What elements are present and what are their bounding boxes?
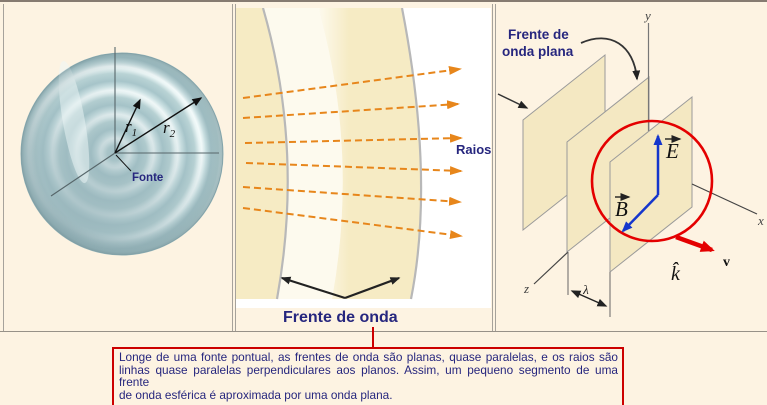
r1-label: $r_1$ bbox=[125, 117, 138, 139]
caption-box bbox=[112, 347, 624, 405]
spherical-wavefront-figure bbox=[4, 4, 232, 331]
svg-text:E: E bbox=[666, 139, 679, 163]
y-axis-label: y bbox=[645, 8, 651, 23]
wavefront-rays-figure bbox=[236, 8, 491, 308]
x-axis-label: x bbox=[758, 213, 764, 228]
z-axis bbox=[534, 252, 568, 284]
panel-divider-2 bbox=[492, 4, 493, 331]
r2-label: $r_2$ bbox=[163, 118, 176, 140]
frame-bottom-line bbox=[0, 331, 767, 332]
plane-wavefront-label-line2: onda plana bbox=[502, 44, 574, 59]
x-axis bbox=[692, 184, 757, 214]
plane-label-pointer bbox=[498, 94, 527, 108]
wave-sphere bbox=[21, 53, 223, 255]
b-field-label bbox=[615, 197, 629, 221]
caption-line-2: linhas quase paralelas perpendiculares aos planos. Assim, um pequeno segmento de uma frente bbox=[119, 362, 618, 390]
k-hat-label: k̂ bbox=[671, 263, 680, 285]
frame-top-line bbox=[0, 0, 767, 2]
v-label: v bbox=[723, 255, 730, 270]
velocity-arrow bbox=[676, 237, 712, 250]
z-axis-label: z bbox=[524, 281, 530, 296]
e-field-label bbox=[665, 139, 680, 163]
raios-label: Raios bbox=[456, 142, 492, 157]
caption-line-3: de onda esférica é aproximada por uma onda plana. bbox=[119, 387, 393, 402]
caption-connector-line bbox=[372, 327, 374, 347]
plane-wavefront-label-line1: Frente de bbox=[508, 27, 569, 42]
lambda-label: λ bbox=[583, 282, 589, 297]
fonte-label: Fonte bbox=[132, 172, 164, 184]
caption-line-1: Longe de uma fonte pontual, as frentes de onda são planas, quase paralelas, e os raios são bbox=[119, 350, 618, 364]
lambda-arrow bbox=[572, 291, 606, 306]
panel-divider-1 bbox=[232, 4, 233, 331]
frente-de-onda-label: Frente de onda bbox=[283, 309, 398, 326]
svg-text:B: B bbox=[615, 197, 628, 221]
